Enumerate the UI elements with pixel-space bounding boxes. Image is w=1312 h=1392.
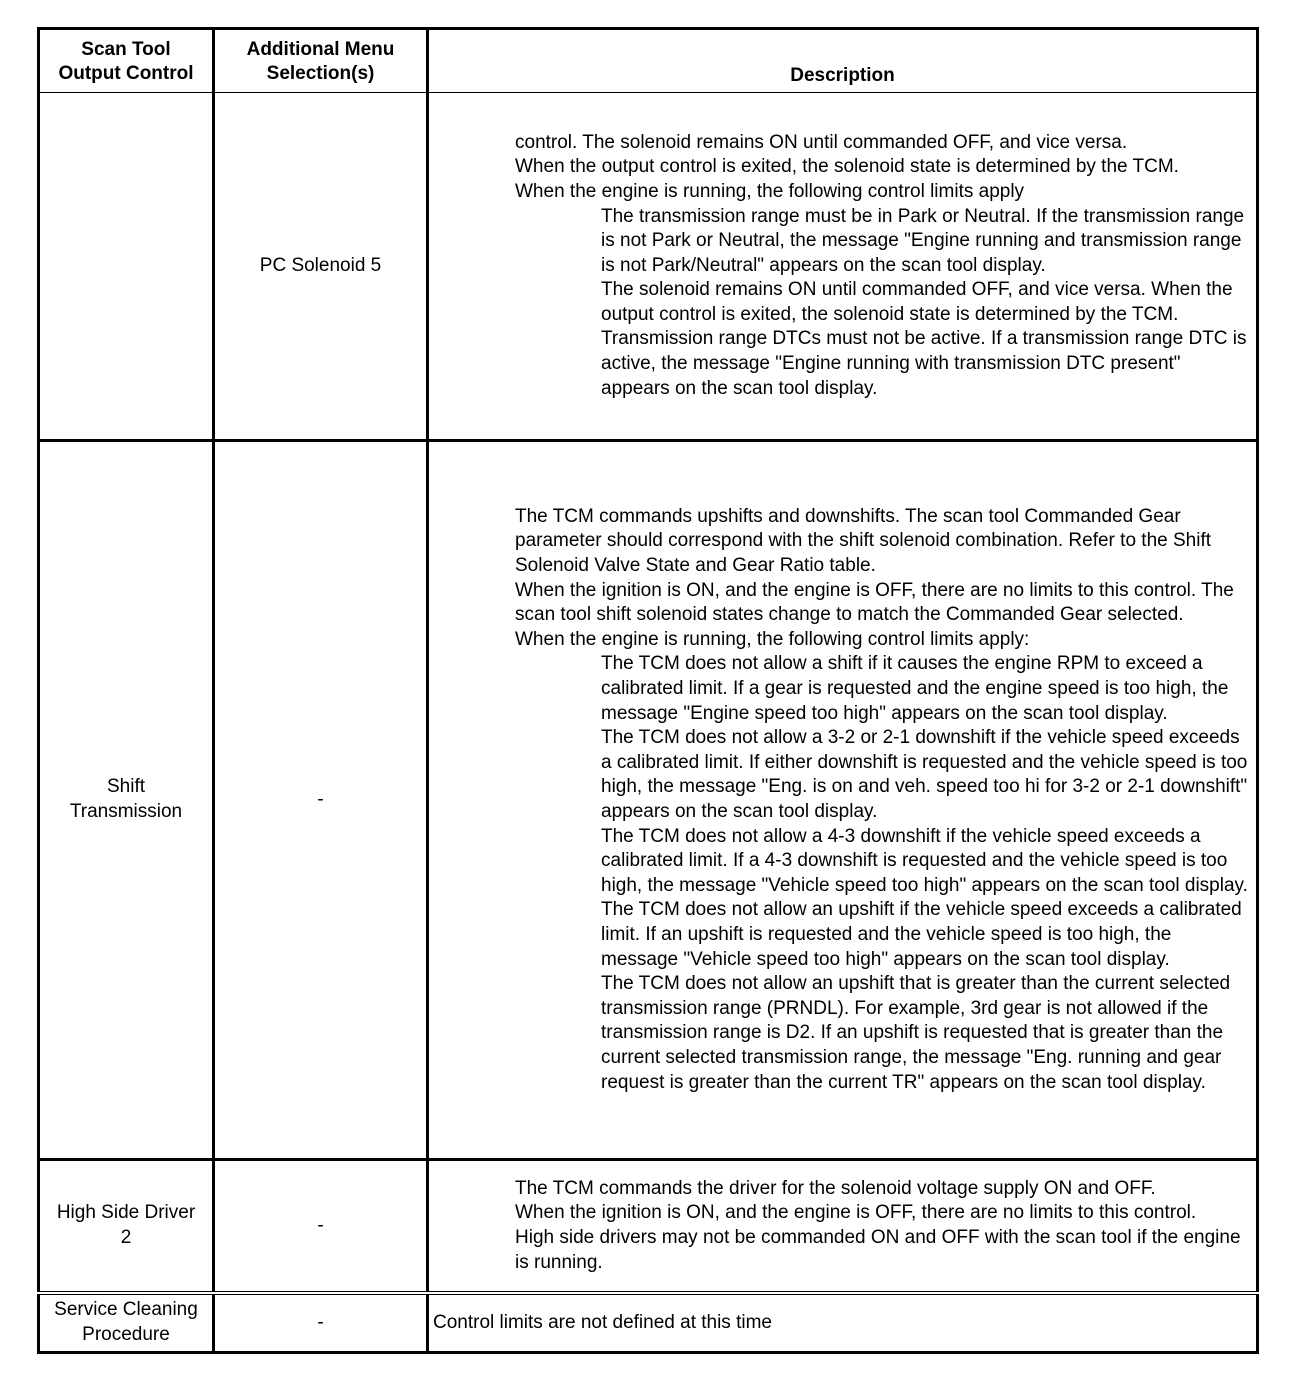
cell-description	[428, 441, 1258, 1160]
description-sub-item: The TCM does not allow an upshift if the vehicle speed exceeds a calibrated limit. If an upshift is requested and the vehicle speed is too high, the message "Vehicle speed too high" appears on the scan tool display.	[601, 899, 1242, 970]
header-output-control-line1: Scan Tool	[81, 39, 171, 60]
output-control-line2: Transmission	[69, 801, 183, 822]
cell-description	[428, 1160, 1258, 1294]
header-menu-selection	[214, 29, 428, 93]
description-paragraph: control. The solenoid remains ON until commanded OFF, and vice versa.	[515, 131, 1128, 153]
table-row	[39, 441, 1258, 1160]
description-paragraph: When the engine is running, the following control limits apply:	[515, 628, 1030, 650]
description-paragraph: Control limits are not defined at this time	[433, 1311, 772, 1333]
scan-tool-output-control-table	[37, 27, 1259, 1354]
output-control-line1: Shift	[106, 776, 146, 798]
description-paragraph: High side drivers may not be commanded ON and OFF with the scan tool if the engine is running.	[515, 1227, 1241, 1273]
header-menu-selection-line1: Additional Menu	[246, 39, 395, 60]
cell-menu-selection: -	[214, 1293, 428, 1353]
description-paragraph: When the output control is exited, the solenoid state is determined by the TCM.	[515, 156, 1179, 178]
description-block	[429, 1297, 1256, 1350]
cell-menu-selection: -	[214, 1160, 428, 1294]
output-control-line2: Procedure	[82, 1324, 170, 1345]
description-paragraph: When the ignition is ON, and the engine is OFF, there are no limits to this control. The scan tool shift solenoid states change to match the Commanded Gear selected.	[515, 579, 1234, 626]
description-paragraph: When the ignition is ON, and the engine is OFF, there are no limits to this control.	[515, 1202, 1197, 1224]
description-sub-item: The TCM does not allow a 3-2 or 2-1 downshift if the vehicle speed exceeds a calibrated limit. If either downshift is requested and the vehicle speed is too high, the message "Eng. is on and veh. speed too hi for 3-2 or 2-1 downshift" appears on the scan tool display.	[601, 727, 1248, 822]
description-block	[429, 501, 1256, 1099]
cell-description	[428, 93, 1258, 441]
table-row	[39, 93, 1258, 441]
cell-menu-selection: -	[214, 441, 428, 1160]
header-output-control	[39, 29, 214, 93]
header-description: Description	[428, 29, 1258, 93]
output-control-line1: High Side Driver	[56, 1202, 196, 1224]
output-control-line2: 2	[120, 1227, 132, 1248]
cell-menu-selection: PC Solenoid 5	[214, 93, 428, 441]
table-row	[39, 1293, 1258, 1353]
output-control-line1: Service Cleaning	[54, 1299, 198, 1321]
header-output-control-line2: Output Control	[58, 63, 194, 84]
description-paragraph: The TCM commands the driver for the solenoid voltage supply ON and OFF.	[515, 1177, 1156, 1199]
cell-output-control	[39, 441, 214, 1160]
description-block	[429, 1173, 1256, 1279]
description-block	[429, 127, 1256, 406]
description-sub-item: The transmission range must be in Park or Neutral. If the transmission range is not Park or Neutral, the message "Engine running and transmission range is not Park/Neutral" appears on the scan tool display.	[601, 205, 1245, 276]
table-row	[39, 1160, 1258, 1294]
description-sub-item: The TCM does not allow a shift if it causes the engine RPM to exceed a calibrated limit. If a gear is requested and the engine speed is too high, the message "Engine speed too high" appears on the scan tool display.	[601, 653, 1229, 724]
description-paragraph: When the engine is running, the following control limits apply	[515, 180, 1025, 202]
table-header-row	[39, 29, 1258, 93]
description-sub-item: Transmission range DTCs must not be active. If a transmission range DTC is active, the message "Engine running with transmission DTC present" appears on the scan tool display.	[601, 328, 1247, 399]
cell-output-control	[39, 1293, 214, 1353]
header-menu-selection-line2: Selection(s)	[266, 63, 375, 84]
description-paragraph: The TCM commands upshifts and downshifts. The scan tool Commanded Gear parameter should correspond with the shift solenoid combination. Refer to the Shift Solenoid Valve State and Gear Ratio table.	[515, 505, 1211, 577]
description-sub-item: The TCM does not allow an upshift that is greater than the current selected transmission range (PRNDL). For example, 3rd gear is not allowed if the transmission range is D2. If an upshift is requested that is greater than the current selected transmission range, the message "Eng. running and gear request is greater than the current TR" appears on the scan tool display.	[601, 973, 1231, 1093]
cell-description	[428, 1293, 1258, 1353]
description-sub-item: The TCM does not allow a 4-3 downshift if the vehicle speed exceeds a calibrated limit. If a 4-3 downshift is requested and the vehicle speed is too high, the message "Vehicle speed too high" appears on the scan tool display.	[601, 825, 1248, 896]
description-sub-item: The solenoid remains ON until commanded OFF, and vice versa. When the output control is exited, the solenoid state is determined by the TCM.	[601, 279, 1233, 325]
cell-output-control	[39, 1160, 214, 1294]
cell-output-control	[39, 93, 214, 441]
